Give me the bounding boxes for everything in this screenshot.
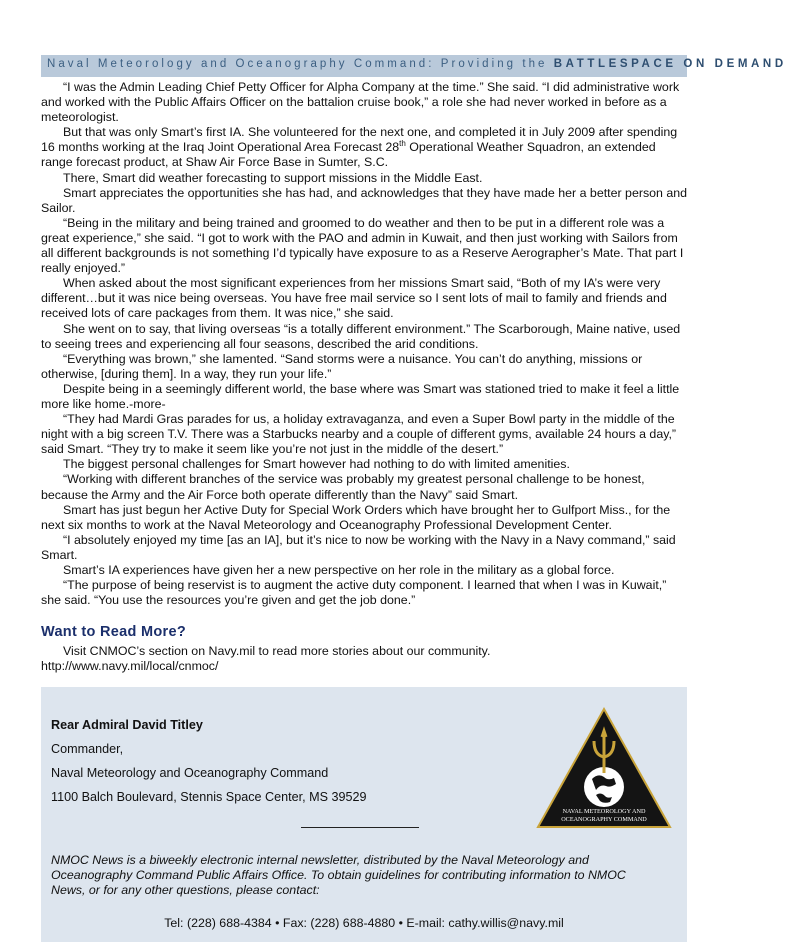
article-paragraph-text: Smart did weather forecasting to support missions in the Middle East. (102, 170, 483, 185)
nmoc-emblem-icon (536, 707, 672, 829)
emblem-text-line2: OCEANOGRAPHY COMMAND (561, 816, 647, 823)
commander-name: Rear Admiral David Titley (51, 718, 203, 732)
read-more-heading: Want to Read More? (41, 624, 187, 640)
article-paragraph: Smart’s IA experiences have given her a new perspective on her role in the military as a global force. (63, 563, 615, 577)
read-more-section (41, 644, 689, 674)
article-paragraph: The biggest personal challenges for Smart however had nothing to do with limited amenities. (63, 457, 570, 472)
read-more-link[interactable]: http://www.navy.mil/local/cnmoc/ (41, 659, 219, 674)
article-paragraph: “Everything was brown,” she lamented. “Sand storms were a nuisance. You can’t do anything, missions or otherwise, [during them]. In a way, they run your life.” (41, 351, 643, 381)
commander-title: Commander, (51, 742, 124, 756)
article-paragraph: “I was the Admin Leading Chief Petty Officer for Alpha Company at the time.” She said. “I did administrative work and worked with the Public Affairs Officer on the battalion cruise book,” a role she had never worked in before as a meteorologist. (41, 80, 680, 125)
command-address: 1100 Balch Boulevard, Stennis Space Center, MS 39529 (51, 790, 367, 804)
article-paragraph: “I absolutely enjoyed my time [as an IA], but it’s nice to now be working with the Navy in a Navy command,” said Smart. (41, 532, 676, 562)
command-name: Naval Meteorology and Oceanography Command (51, 766, 329, 780)
article-paragraph: Despite being in a seemingly different world, the base where was Smart was stationed tried to make it feel a little more like home.-more- (41, 381, 680, 411)
ordinal-suffix: th (399, 139, 406, 149)
banner-emphasis: BATTLESPACE ON DEMAND (553, 58, 787, 70)
article-paragraph: She went on to say, that living overseas “is a totally different environment.” The Scarborough, Maine native, used to seeing trees and experiencing all four seasons, described the arid conditions. (41, 321, 681, 351)
article-paragraph-text: Operational Weather Squadron, an extended range forecast product, at Shaw Air Force Base in Sumter, S.C. (41, 140, 656, 170)
article-paragraph: “Working with different branches of the service was probably my greatest personal challenge to be honest, because the Army and the Air Force both operate differently than the Navy” said Smart. (41, 472, 645, 502)
article-paragraph: When asked about the most significant experiences from her missions Smart said, “Both of my IA’s were very different…but it was nice being overseas. You have free mail service so I sent lots of mail to family and friends and received lots of care packages from them. It was nice,” she said. (41, 276, 667, 321)
footer-divider (301, 827, 419, 828)
contact-line: Tel: (228) 688-4384 • Fax: (228) 688-4880 • E-mail: cathy.willis@navy.mil (164, 916, 564, 930)
article-paragraph: “Being in the military and being trained and groomed to do weather and then to be put in a different role was a great experience,” she said. “I got to work with the PAO and admin in Kuwait, and then just working with Sailors from all different backgrounds is not something I’d typically have exposure to as a Reserve Aerographer’s Mate. That part I really enjoyed.” (41, 215, 684, 276)
article-paragraph: “The purpose of being reservist is to augment the active duty component. I learned that when I was in Kuwait,” she said. “You use the resources you’re given and get the job done.” (41, 578, 667, 608)
emblem-text-line1: NAVAL METEOROLOGY AND (562, 808, 646, 815)
article-paragraph: Smart appreciates the opportunities she has had, and acknowledges that they have made her a better person and Sailor. (41, 185, 688, 215)
newsletter-banner (41, 55, 787, 77)
article-paragraph (41, 171, 689, 186)
article-paragraph-text: But that was only Smart’s first IA. She volunteered for the next one, and completed it in July 2009 after spending 16 months working at the Iraq Joint Operational Area Forecast 28 (41, 125, 678, 155)
newsletter-note: NMOC News is a biweekly electronic internal newsletter, distributed by the Naval Meteorology and Oceanography Command Public Affairs Office. To obtain guidelines for contributing information to NMOC News, or for any other questions, please contact: (51, 853, 626, 898)
article-paragraph-text: There, (63, 170, 103, 185)
article-body (41, 80, 689, 608)
article-paragraph (41, 125, 689, 170)
article-paragraph: “They had Mardi Gras parades for us, a holiday extravaganza, and even a Super Bowl party in the middle of the night with a big screen T.V. There was a Starbucks nearby and a couple of different gyms, available 24 hours a day,” said Smart. “They try to make it seem like you’re not just in the middle of the desert.” (41, 412, 677, 457)
footer-panel (41, 687, 687, 942)
banner-prefix: Naval Meteorology and Oceanography Command: Providing the (47, 58, 548, 70)
read-more-text: Visit CNMOC’s section on Navy.mil to read more stories about our community. (63, 644, 491, 658)
article-paragraph: Smart has just begun her Active Duty for Special Work Orders which have brought her to Gulfport Miss., for the next six months to work at the Naval Meteorology and Oceanography Professional Development Center. (41, 502, 671, 532)
